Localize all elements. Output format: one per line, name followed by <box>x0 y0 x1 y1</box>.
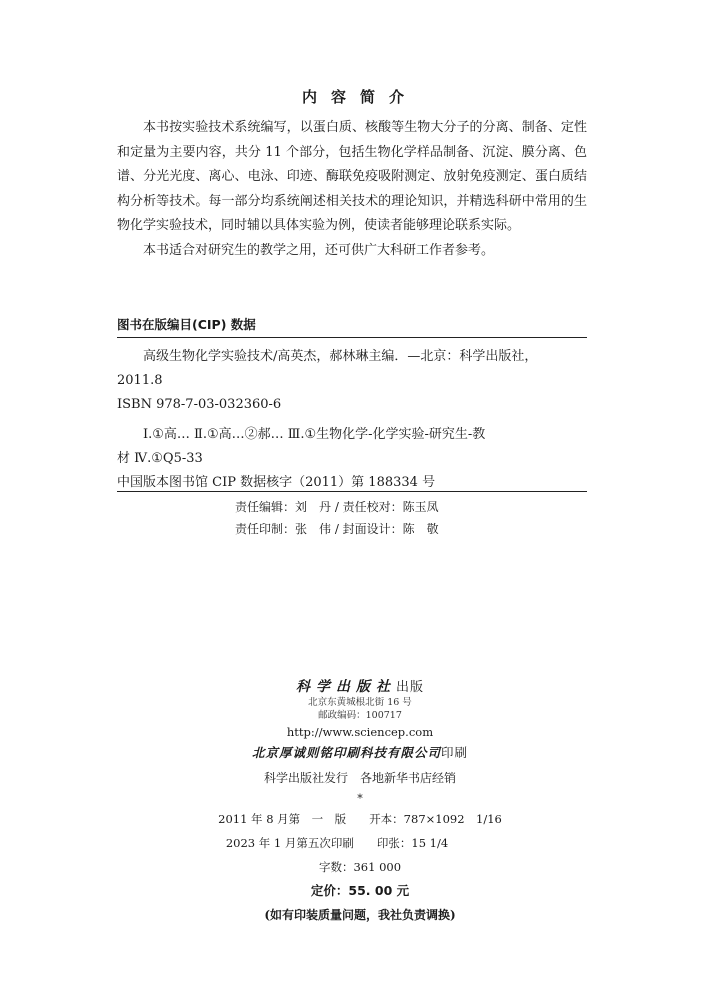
summary-paragraph-1: 本书按实验技术系统编写，以蛋白质、核酸等生物大分子的分离、制备、定性和定量为主要内容，共分 11 个部分，包括生物化学样品制备、沉淀、膜分离、色谱、分光光度、离心、电泳、印迹、酶联免疫吸附测定、放射免疫测定、蛋白质结构分析等技术。每一部分均系统阐述相关技术的理论知识，并精选科研中常用的生物化学实验技术，同时辅以具体实验为例，使读者能够理论联系实际。 <box>117 120 587 233</box>
printing: 2023 年 1 月第五次印刷 <box>225 836 354 850</box>
cip-record <box>117 345 587 495</box>
summary-section <box>117 116 587 263</box>
cip-classification-line-1: Ⅰ.①高… Ⅱ.①高…②郝… Ⅲ.①生物化学-化学实验-研究生-教 <box>143 427 486 442</box>
distribution: 科学出版社发行 各地新华书店经销 <box>263 771 456 785</box>
publisher-block <box>0 676 720 805</box>
divider-bottom <box>117 491 587 492</box>
price: 定价：55. 00 元 <box>310 883 410 898</box>
publisher-name: 科学出版社 <box>295 679 396 695</box>
quality-note: (如有印装质量问题，我社负责调换) <box>264 908 456 922</box>
publisher-suffix: 出版 <box>395 680 424 695</box>
publisher-postcode: 邮政编码：100717 <box>318 710 402 721</box>
cip-bibliographic-line: 高级生物化学实验技术/高英杰，郝林琳主编．—北京：科学出版社， <box>143 349 538 364</box>
credits-line-2: 责任印制：张 伟 / 封面设计：陈 敬 <box>235 522 439 536</box>
cip-heading: 图书在版编目(CIP) 数据 <box>117 317 256 332</box>
edition: 2011 年 8 月第 一 版 <box>218 812 347 826</box>
page-title: 内容简介 <box>301 88 418 106</box>
credits <box>117 496 587 540</box>
cip-isbn: ISBN 978-7-03-032360-6 <box>117 397 282 412</box>
sheets: 印张：15 1/4 <box>376 836 449 850</box>
divider-top <box>117 337 587 338</box>
printer-name: 北京厚诚则铭印刷科技有限公司 <box>251 745 441 760</box>
credits-line-1: 责任编辑：刘 丹 / 责任校对：陈玉凤 <box>235 500 439 514</box>
cip-record-number: 中国版本图书馆 CIP 数据核字（2011）第 188334 号 <box>117 475 436 490</box>
publisher-address: 北京东黄城根北街 16 号 <box>308 697 412 708</box>
cip-classification-line-2: 材 Ⅳ.①Q5-33 <box>117 451 203 466</box>
printer-suffix: 印刷 <box>441 745 469 760</box>
summary-paragraph-2: 本书适合对研究生的教学之用，还可供广大科研工作者参考。 <box>143 242 495 258</box>
format: 开本：787×1092 1/16 <box>369 812 502 826</box>
edition-info <box>0 807 720 927</box>
word-count: 字数：361 000 <box>318 860 402 874</box>
publisher-url: http://www.sciencep.com <box>286 725 434 739</box>
separator-star: * <box>357 792 363 805</box>
cip-date-line: 2011.8 <box>117 373 163 388</box>
